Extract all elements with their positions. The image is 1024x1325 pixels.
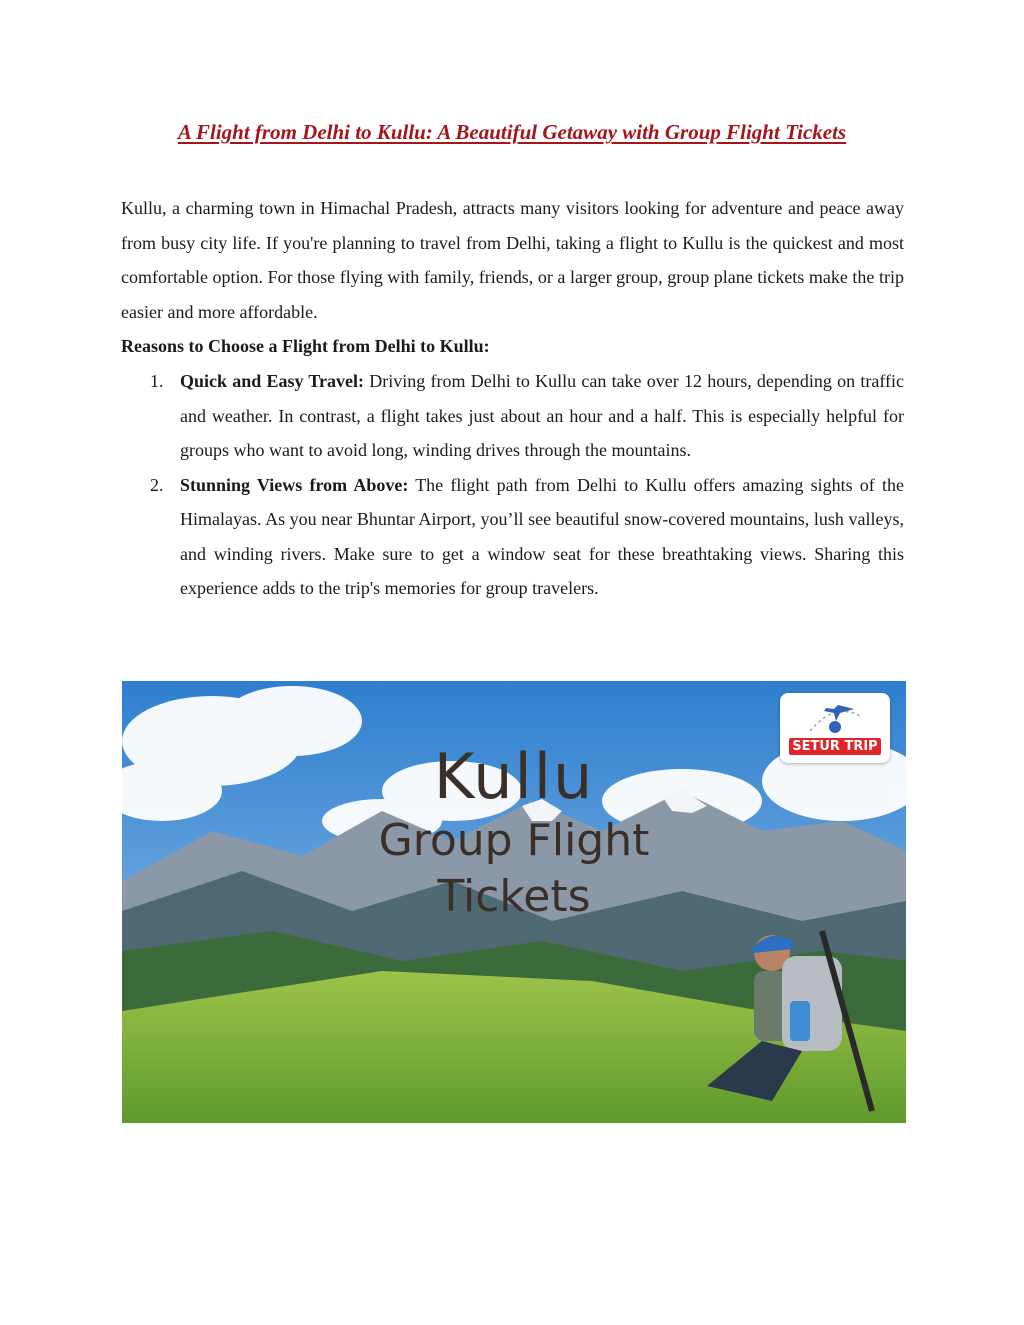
reason-number: 2. [150, 474, 164, 495]
hero-title-line2: Group Flight [378, 815, 650, 866]
hero-title-line3: Tickets [437, 871, 591, 922]
hero-title-line1: Kullu [433, 740, 595, 813]
reason-title: Stunning Views from Above: [180, 474, 409, 495]
setur-trip-logo [780, 693, 890, 763]
reasons-heading: Reasons to Choose a Flight from Delhi to Kullu: [121, 336, 490, 356]
reason-text: Driving from Delhi to Kullu can take over 12 hours, depending on traffic and weather. In contrast, a flight takes just about an hour and a half. This is especially helpful for groups who want to avoid long, winding drives through the mountains. [180, 371, 904, 460]
reason-item [121, 364, 904, 468]
reason-text: The flight path from Delhi to Kullu offers amazing sights of the Himalayas. As you near Bhuntar Airport, you’ll see beautiful snow-covered mountains, lush valleys, and winding rivers. Make sure to get a window seat for these breathtaking views. Sharing this experience adds to the trip's memories for group travelers. [180, 474, 904, 598]
reason-number: 1. [150, 371, 164, 391]
reason-title: Quick and Easy Travel: [180, 371, 365, 391]
kullu-hero-image [122, 681, 906, 1123]
airplane-globe-icon [780, 693, 890, 737]
intro-paragraph: Kullu, a charming town in Himachal Pradesh, attracts many visitors looking for adventure and peace away from busy city life. If you're planning to travel from Delhi, taking a flight to Kullu is the quickest and most comfortable option. For those flying with family, friends, or a larger group, group plane tickets make the trip easier and more affordable. [121, 198, 904, 322]
logo-text: SETUR TRIP [789, 738, 880, 755]
page-title: A Flight from Delhi to Kullu: A Beautiful Getaway with Group Flight Tickets [177, 120, 847, 144]
reason-item [121, 468, 904, 606]
reasons-list [121, 364, 904, 606]
hero-title [122, 741, 906, 925]
